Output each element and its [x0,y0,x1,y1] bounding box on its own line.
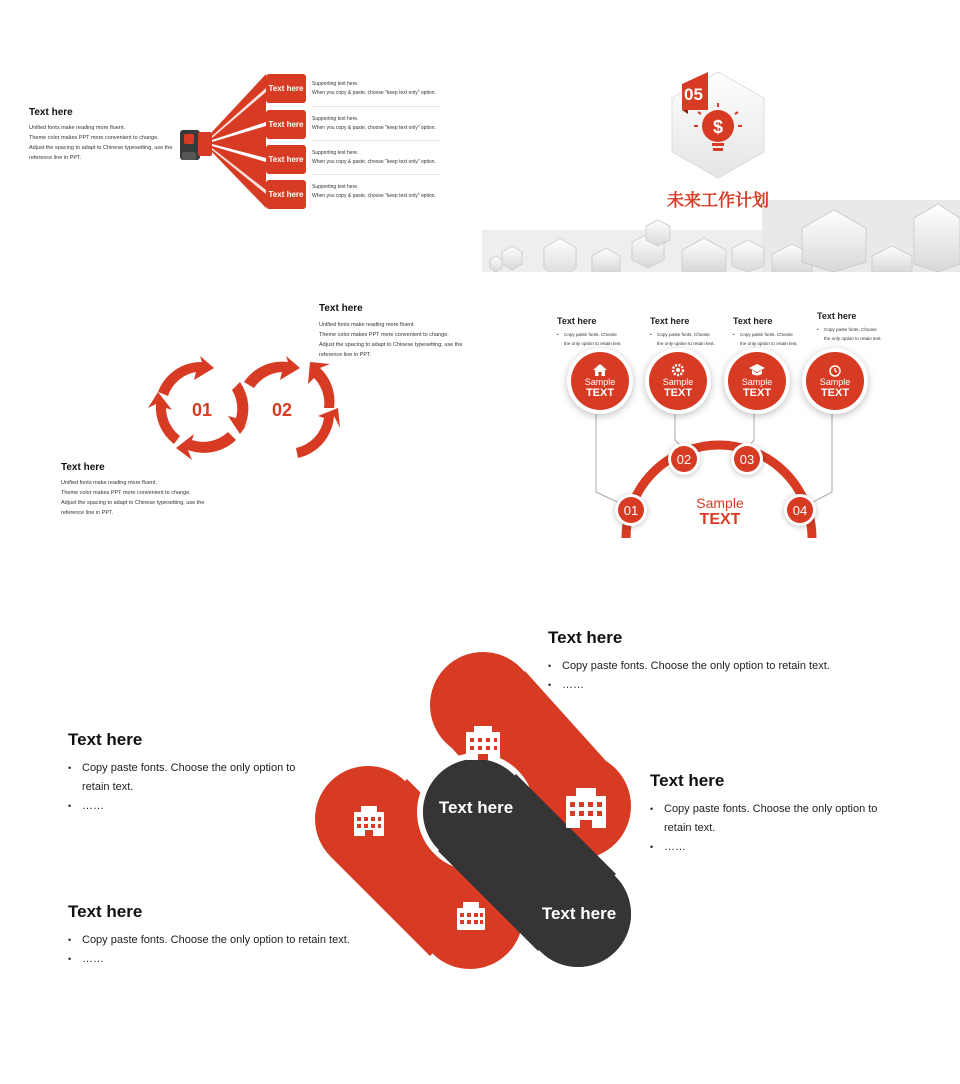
bullet-text: Copy paste fonts. Choose [657,332,710,337]
row-line: Supporting text here. [312,116,359,122]
circle-text-label: TEXT [742,387,772,399]
row-2 [312,115,436,133]
bullet-text: the only option to retain text. [564,341,622,346]
bullet: • …… [68,950,388,969]
slide1-left-body [29,123,189,163]
sample-circle-4 [806,352,864,410]
slide3-bottom-title: Text here [61,462,105,473]
bullet [650,330,715,348]
center-sample: Sample [696,495,744,511]
slide3-bottom-body [61,478,221,518]
bullet [733,330,798,348]
bottom-left-title: Text here [68,902,143,921]
cycle-label-1: 01 [191,400,213,420]
divider [312,106,440,107]
col3-bullets [733,330,798,348]
col3-title: Text here [733,316,773,326]
bullet-text: Copy paste fonts. Choose the only option to [664,803,878,815]
badge-03: 03 [734,446,760,472]
bullet-text: retain text. [82,781,134,793]
body-line: Theme color makes PPT more convenient to change. [319,332,449,338]
top-left-title: Text here [68,730,143,749]
body-line: Theme color makes PPT more convenient to change. [61,490,191,496]
slide-4 [480,272,960,542]
circle-text-label: TEXT [663,387,693,399]
bullet: • …… [548,676,848,695]
badge-02: 02 [671,446,697,472]
bullet: • Copy paste fonts. Choose the only option to retain text. [548,657,848,676]
tag-1: Text here [266,74,306,103]
circle-sample-label: Sample [741,377,773,387]
body-line: Unified fonts make reading more fluent. [319,322,415,328]
body-line: Adjust the spacing to adapt to Chinese typesetting, use the [29,145,173,151]
body-line: reference line in PPT. [61,510,114,516]
divider [312,140,440,141]
bullet-text: Copy paste fonts. Choose the only option to [82,762,296,774]
row-line: Supporting text here. [312,184,359,190]
slide3-top-title: Text here [319,303,363,314]
section-number: 05 [684,85,703,104]
bullet [650,800,910,838]
row-line: When you copy & paste, choose "keep text only" option. [312,193,436,199]
center-text: TEXT [699,511,741,528]
bullet: • …… [650,838,910,857]
row-line: When you copy & paste, choose "keep text only" option. [312,90,436,96]
col2-title: Text here [650,316,690,326]
row-3 [312,149,436,167]
row-line: When you copy & paste, choose "keep text only" option. [312,125,436,131]
slide-1 [0,0,480,270]
svg-text:$: $ [712,117,724,137]
body-line: reference line in PPT. [319,352,372,358]
bottom-left-bullets [68,931,388,969]
bullet-text: retain text. [664,822,716,834]
cycle-label-2: 02 [271,400,293,420]
section-title: 未来工作计划 [667,191,769,211]
bullet-text: the only option to retain text. [740,341,798,346]
gear-icon [670,363,686,377]
sample-circle-1 [571,352,629,410]
divider [312,174,440,175]
top-right-bullets [548,657,848,695]
body-line: Adjust the spacing to adapt to Chinese typesetting, use the [319,342,463,348]
col4-bullets [817,325,882,343]
row-line: Supporting text here. [312,150,359,156]
tag-2: Text here [266,110,306,139]
dark-label-1: Text here [438,798,514,817]
row-1 [312,80,436,98]
row-line: When you copy & paste, choose "keep text only" option. [312,159,436,165]
top-left-bullets [68,759,328,816]
bullet-text: the only option to retain text. [824,336,882,341]
bullet-text: the only option to retain text. [657,341,715,346]
circle-sample-label: Sample [662,377,694,387]
bullet-text: Copy paste fonts. Choose [740,332,793,337]
mid-right-title: Text here [650,771,725,790]
bullet: • …… [68,797,328,816]
body-line: Unified fonts make reading more fluent. [61,480,157,486]
tag-3: Text here [266,145,306,174]
badge-04: 04 [787,497,813,523]
circle-sample-label: Sample [819,377,851,387]
slide-2 [482,0,960,272]
mid-right-bullets [650,800,910,857]
bullet: • Copy paste fonts. Choose the only option to retain text. [68,931,388,950]
circle-sample-label: Sample [584,377,616,387]
body-line: Unified fonts make reading more fluent. [29,125,125,131]
bullet-text: Copy paste fonts. Choose [564,332,617,337]
center-sample-text [680,495,760,529]
slide3-top-body [319,320,479,360]
cycle-arrows-graphic [148,354,340,462]
body-line: reference line in PPT. [29,155,82,161]
col4-title: Text here [817,311,857,321]
bullet-text: Copy paste fonts. Choose [824,327,877,332]
slide-5 [0,542,960,1084]
top-right-title: Text here [548,628,623,647]
hexagon-emblem [668,70,768,180]
badge-01: 01 [618,497,644,523]
bullet [557,330,622,348]
graduation-cap-icon [748,363,766,377]
circle-text-label: TEXT [820,387,850,399]
col1-title: Text here [557,316,597,326]
dark-label-2: Text here [541,904,617,923]
slide1-left-title: Text here [29,107,73,118]
alarm-clock-icon [827,363,843,377]
bullet [68,759,328,797]
body-line: Theme color makes PPT more convenient to change. [29,135,159,141]
col1-bullets [557,330,622,348]
tag-4: Text here [266,180,306,209]
home-icon [592,363,608,377]
row-line: Supporting text here. [312,81,359,87]
sample-circle-2 [649,352,707,410]
row-4 [312,183,436,201]
slide-3 [0,272,480,542]
sample-circle-3 [728,352,786,410]
bullet [817,325,882,343]
body-line: Adjust the spacing to adapt to Chinese typesetting, use the [61,500,205,506]
circle-text-label: TEXT [585,387,615,399]
col2-bullets [650,330,715,348]
